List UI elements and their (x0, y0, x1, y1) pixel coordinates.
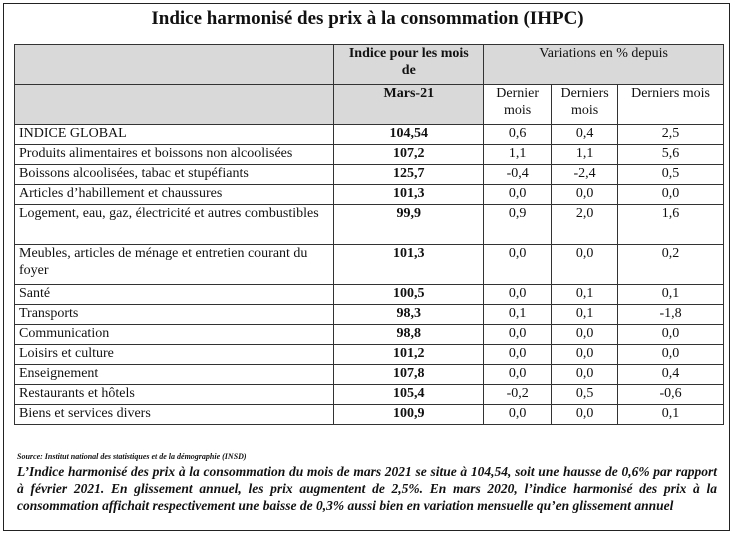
header-empty-cell-2 (15, 85, 334, 125)
row-variation-1: 0,0 (484, 285, 552, 305)
source-note: Source: Institut national des statistiques et de la démographie (INSD) (17, 452, 247, 461)
row-variation-2: 0,4 (552, 125, 618, 145)
row-variation-2: -2,4 (552, 165, 618, 185)
table-row (15, 205, 724, 245)
table-row (15, 145, 724, 165)
row-index-value: 107,2 (334, 145, 484, 165)
row-variation-3: 5,6 (618, 145, 724, 165)
row-variation-2: 0,0 (552, 325, 618, 345)
row-label: Restaurants et hôtels (15, 385, 334, 405)
row-variation-2: 1,1 (552, 145, 618, 165)
table-row (15, 245, 724, 285)
row-variation-2: 0,0 (552, 345, 618, 365)
row-variation-1: -0,2 (484, 385, 552, 405)
table-row (15, 285, 724, 305)
row-label: Transports (15, 305, 334, 325)
table-row (15, 185, 724, 205)
row-variation-3: 0,0 (618, 345, 724, 365)
row-label: Loisirs et culture (15, 345, 334, 365)
row-label: Logement, eau, gaz, électricité et autres combustibles (15, 205, 334, 245)
row-index-value: 100,9 (334, 405, 484, 425)
row-index-value: 125,7 (334, 165, 484, 185)
row-index-value: 101,3 (334, 185, 484, 205)
row-label: Enseignement (15, 365, 334, 385)
header-empty-cell (15, 45, 334, 85)
row-variation-1: 0,1 (484, 305, 552, 325)
row-variation-1: 0,0 (484, 405, 552, 425)
row-label: Boissons alcoolisées, tabac et stupéfiants (15, 165, 334, 185)
table-body (15, 125, 724, 425)
table-row (15, 385, 724, 405)
row-label: Santé (15, 285, 334, 305)
ihpc-table (14, 44, 724, 425)
row-variation-3: 0,0 (618, 325, 724, 345)
row-variation-2: 0,1 (552, 305, 618, 325)
row-variation-1: 0,0 (484, 345, 552, 365)
row-variation-1: 0,0 (484, 325, 552, 345)
row-variation-2: 0,0 (552, 365, 618, 385)
header-index-label-line2: de (401, 63, 416, 78)
row-variation-2: 0,0 (552, 245, 618, 285)
row-variation-3: 0,1 (618, 405, 724, 425)
header-index-label-line1: Indice pour les mois (348, 46, 469, 61)
row-variation-3: 0,5 (618, 165, 724, 185)
row-index-value: 101,3 (334, 245, 484, 285)
row-index-value: 98,8 (334, 325, 484, 345)
row-variation-1: 0,0 (484, 245, 552, 285)
header-col-derniers-mois (552, 85, 618, 125)
row-variation-1: 0,9 (484, 205, 552, 245)
row-label: Biens et services divers (15, 405, 334, 425)
row-variation-2: 0,0 (552, 405, 618, 425)
row-variation-3: 0,2 (618, 245, 724, 285)
row-variation-1: -0,4 (484, 165, 552, 185)
table-row (15, 125, 724, 145)
row-index-value: 104,54 (334, 125, 484, 145)
row-index-value: 105,4 (334, 385, 484, 405)
row-variation-1: 0,0 (484, 185, 552, 205)
table-row (15, 365, 724, 385)
page-title: Indice harmonisé des prix à la consommation (IHPC) (151, 8, 584, 29)
row-variation-2: 0,1 (552, 285, 618, 305)
row-label: Articles d’habillement et chaussures (15, 185, 334, 205)
table-row (15, 325, 724, 345)
table-row (15, 305, 724, 325)
row-variation-1: 0,6 (484, 125, 552, 145)
row-variation-3: 0,0 (618, 185, 724, 205)
table-row (15, 345, 724, 365)
header-month: Mars-21 (334, 85, 484, 125)
header-variations-label: Variations en % depuis (484, 45, 724, 85)
row-index-value: 98,3 (334, 305, 484, 325)
row-index-value: 100,5 (334, 285, 484, 305)
row-index-value: 99,9 (334, 205, 484, 245)
commentary-text: L’Indice harmonisé des prix à la consommation du mois de mars 2021 se situe à 104,54, soit une hausse de 0,6% par rapport à février 2021. En glissement annuel, les prix augmentent de 2,5%. En mars 2020, l’indice harmonisé des prix à la consommation affichait respectivement une baisse de 0,3% aussi bien en variation mensuelle qu’en glissement annuel (17, 464, 717, 513)
row-label: Produits alimentaires et boissons non alcoolisées (15, 145, 334, 165)
table-row (15, 405, 724, 425)
header-col-derniers-mois-line1: Derniers (560, 86, 609, 101)
table-row (15, 165, 724, 185)
row-variation-3: -1,8 (618, 305, 724, 325)
header-col-dernier-mois-line1: Dernier (496, 86, 540, 101)
row-variation-1: 1,1 (484, 145, 552, 165)
row-index-value: 101,2 (334, 345, 484, 365)
header-col-derniers-mois-line2: mois (570, 103, 599, 118)
row-index-value: 107,8 (334, 365, 484, 385)
header-col-dernier-mois (484, 85, 552, 125)
row-variation-2: 0,5 (552, 385, 618, 405)
row-variation-3: 0,1 (618, 285, 724, 305)
header-col-dernier-mois-line2: mois (504, 103, 532, 118)
header-index-label (334, 45, 484, 85)
row-label: Meubles, articles de ménage et entretien courant du foyer (15, 245, 334, 285)
row-variation-2: 2,0 (552, 205, 618, 245)
row-variation-2: 0,0 (552, 185, 618, 205)
row-label: INDICE GLOBAL (15, 125, 334, 145)
header-col-derniers-mois-3: Derniers mois (618, 85, 724, 125)
row-variation-3: 0,4 (618, 365, 724, 385)
row-variation-3: -0,6 (618, 385, 724, 405)
row-variation-3: 2,5 (618, 125, 724, 145)
row-variation-1: 0,0 (484, 365, 552, 385)
row-label: Communication (15, 325, 334, 345)
row-variation-3: 1,6 (618, 205, 724, 245)
